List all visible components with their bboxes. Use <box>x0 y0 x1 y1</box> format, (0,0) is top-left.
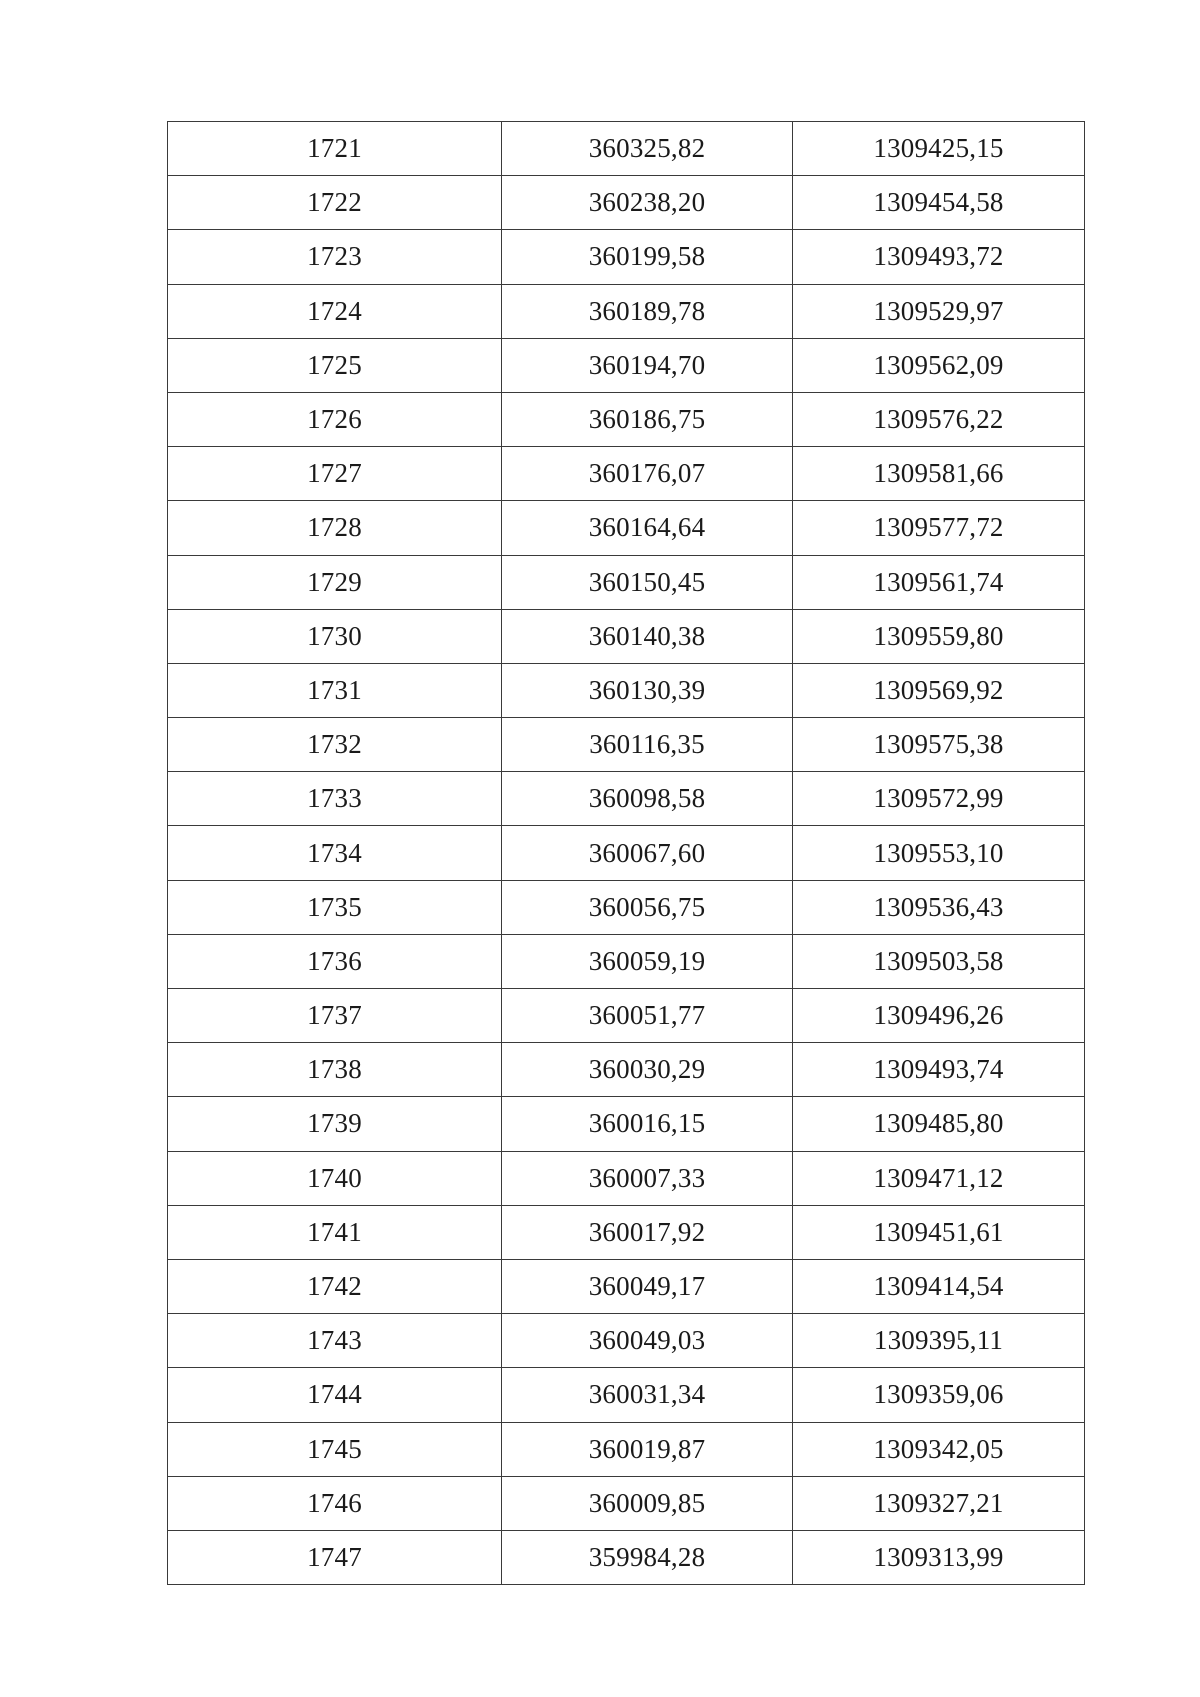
table-row <box>168 1368 1085 1422</box>
x-coordinate-cell: 360164,64 <box>502 501 793 555</box>
table-row <box>168 1314 1085 1368</box>
y-coordinate-cell: 1309562,09 <box>793 338 1085 392</box>
table-row <box>168 1097 1085 1151</box>
y-coordinate-cell: 1309395,11 <box>793 1314 1085 1368</box>
table-row <box>168 826 1085 880</box>
coordinates-table <box>167 121 1085 1585</box>
point-number-cell: 1732 <box>168 718 502 772</box>
y-coordinate-cell: 1309313,99 <box>793 1530 1085 1584</box>
y-coordinate-cell: 1309536,43 <box>793 880 1085 934</box>
x-coordinate-cell: 360017,92 <box>502 1205 793 1259</box>
point-number-cell: 1735 <box>168 880 502 934</box>
y-coordinate-cell: 1309451,61 <box>793 1205 1085 1259</box>
y-coordinate-cell: 1309575,38 <box>793 718 1085 772</box>
x-coordinate-cell: 360140,38 <box>502 609 793 663</box>
x-coordinate-cell: 360130,39 <box>502 663 793 717</box>
point-number-cell: 1742 <box>168 1259 502 1313</box>
point-number-cell: 1730 <box>168 609 502 663</box>
y-coordinate-cell: 1309576,22 <box>793 392 1085 446</box>
x-coordinate-cell: 360030,29 <box>502 1043 793 1097</box>
point-number-cell: 1747 <box>168 1530 502 1584</box>
table-row <box>168 501 1085 555</box>
point-number-cell: 1723 <box>168 230 502 284</box>
x-coordinate-cell: 360007,33 <box>502 1151 793 1205</box>
y-coordinate-cell: 1309496,26 <box>793 989 1085 1043</box>
point-number-cell: 1725 <box>168 338 502 392</box>
table-row <box>168 230 1085 284</box>
table-row <box>168 1422 1085 1476</box>
y-coordinate-cell: 1309561,74 <box>793 555 1085 609</box>
point-number-cell: 1728 <box>168 501 502 555</box>
point-number-cell: 1721 <box>168 122 502 176</box>
table-row <box>168 338 1085 392</box>
table-row <box>168 718 1085 772</box>
x-coordinate-cell: 360056,75 <box>502 880 793 934</box>
x-coordinate-cell: 360325,82 <box>502 122 793 176</box>
point-number-cell: 1740 <box>168 1151 502 1205</box>
table-row <box>168 1530 1085 1584</box>
y-coordinate-cell: 1309454,58 <box>793 176 1085 230</box>
y-coordinate-cell: 1309581,66 <box>793 447 1085 501</box>
y-coordinate-cell: 1309572,99 <box>793 772 1085 826</box>
table-row <box>168 1205 1085 1259</box>
table-row <box>168 663 1085 717</box>
x-coordinate-cell: 360098,58 <box>502 772 793 826</box>
y-coordinate-cell: 1309559,80 <box>793 609 1085 663</box>
point-number-cell: 1746 <box>168 1476 502 1530</box>
x-coordinate-cell: 360049,17 <box>502 1259 793 1313</box>
x-coordinate-cell: 360194,70 <box>502 338 793 392</box>
y-coordinate-cell: 1309327,21 <box>793 1476 1085 1530</box>
table-row <box>168 122 1085 176</box>
point-number-cell: 1727 <box>168 447 502 501</box>
table-row <box>168 1476 1085 1530</box>
y-coordinate-cell: 1309493,72 <box>793 230 1085 284</box>
table-row <box>168 934 1085 988</box>
x-coordinate-cell: 360189,78 <box>502 284 793 338</box>
point-number-cell: 1738 <box>168 1043 502 1097</box>
point-number-cell: 1734 <box>168 826 502 880</box>
coordinates-table-body <box>168 122 1085 1585</box>
y-coordinate-cell: 1309577,72 <box>793 501 1085 555</box>
table-row <box>168 1259 1085 1313</box>
x-coordinate-cell: 360186,75 <box>502 392 793 446</box>
table-row <box>168 1151 1085 1205</box>
y-coordinate-cell: 1309471,12 <box>793 1151 1085 1205</box>
x-coordinate-cell: 360176,07 <box>502 447 793 501</box>
point-number-cell: 1733 <box>168 772 502 826</box>
y-coordinate-cell: 1309485,80 <box>793 1097 1085 1151</box>
point-number-cell: 1724 <box>168 284 502 338</box>
point-number-cell: 1743 <box>168 1314 502 1368</box>
x-coordinate-cell: 360049,03 <box>502 1314 793 1368</box>
x-coordinate-cell: 360116,35 <box>502 718 793 772</box>
y-coordinate-cell: 1309553,10 <box>793 826 1085 880</box>
x-coordinate-cell: 360016,15 <box>502 1097 793 1151</box>
point-number-cell: 1722 <box>168 176 502 230</box>
table-row <box>168 284 1085 338</box>
point-number-cell: 1737 <box>168 989 502 1043</box>
y-coordinate-cell: 1309359,06 <box>793 1368 1085 1422</box>
table-row <box>168 176 1085 230</box>
y-coordinate-cell: 1309414,54 <box>793 1259 1085 1313</box>
y-coordinate-cell: 1309569,92 <box>793 663 1085 717</box>
point-number-cell: 1741 <box>168 1205 502 1259</box>
x-coordinate-cell: 360199,58 <box>502 230 793 284</box>
table-row <box>168 772 1085 826</box>
table-row <box>168 880 1085 934</box>
point-number-cell: 1726 <box>168 392 502 446</box>
point-number-cell: 1745 <box>168 1422 502 1476</box>
point-number-cell: 1736 <box>168 934 502 988</box>
x-coordinate-cell: 360059,19 <box>502 934 793 988</box>
point-number-cell: 1744 <box>168 1368 502 1422</box>
x-coordinate-cell: 360031,34 <box>502 1368 793 1422</box>
point-number-cell: 1739 <box>168 1097 502 1151</box>
x-coordinate-cell: 359984,28 <box>502 1530 793 1584</box>
table-row <box>168 447 1085 501</box>
table-row <box>168 555 1085 609</box>
y-coordinate-cell: 1309342,05 <box>793 1422 1085 1476</box>
x-coordinate-cell: 360009,85 <box>502 1476 793 1530</box>
table-row <box>168 1043 1085 1097</box>
y-coordinate-cell: 1309425,15 <box>793 122 1085 176</box>
x-coordinate-cell: 360051,77 <box>502 989 793 1043</box>
table-row <box>168 609 1085 663</box>
x-coordinate-cell: 360238,20 <box>502 176 793 230</box>
y-coordinate-cell: 1309503,58 <box>793 934 1085 988</box>
y-coordinate-cell: 1309493,74 <box>793 1043 1085 1097</box>
table-row <box>168 989 1085 1043</box>
x-coordinate-cell: 360019,87 <box>502 1422 793 1476</box>
table-row <box>168 392 1085 446</box>
x-coordinate-cell: 360067,60 <box>502 826 793 880</box>
x-coordinate-cell: 360150,45 <box>502 555 793 609</box>
y-coordinate-cell: 1309529,97 <box>793 284 1085 338</box>
point-number-cell: 1729 <box>168 555 502 609</box>
point-number-cell: 1731 <box>168 663 502 717</box>
